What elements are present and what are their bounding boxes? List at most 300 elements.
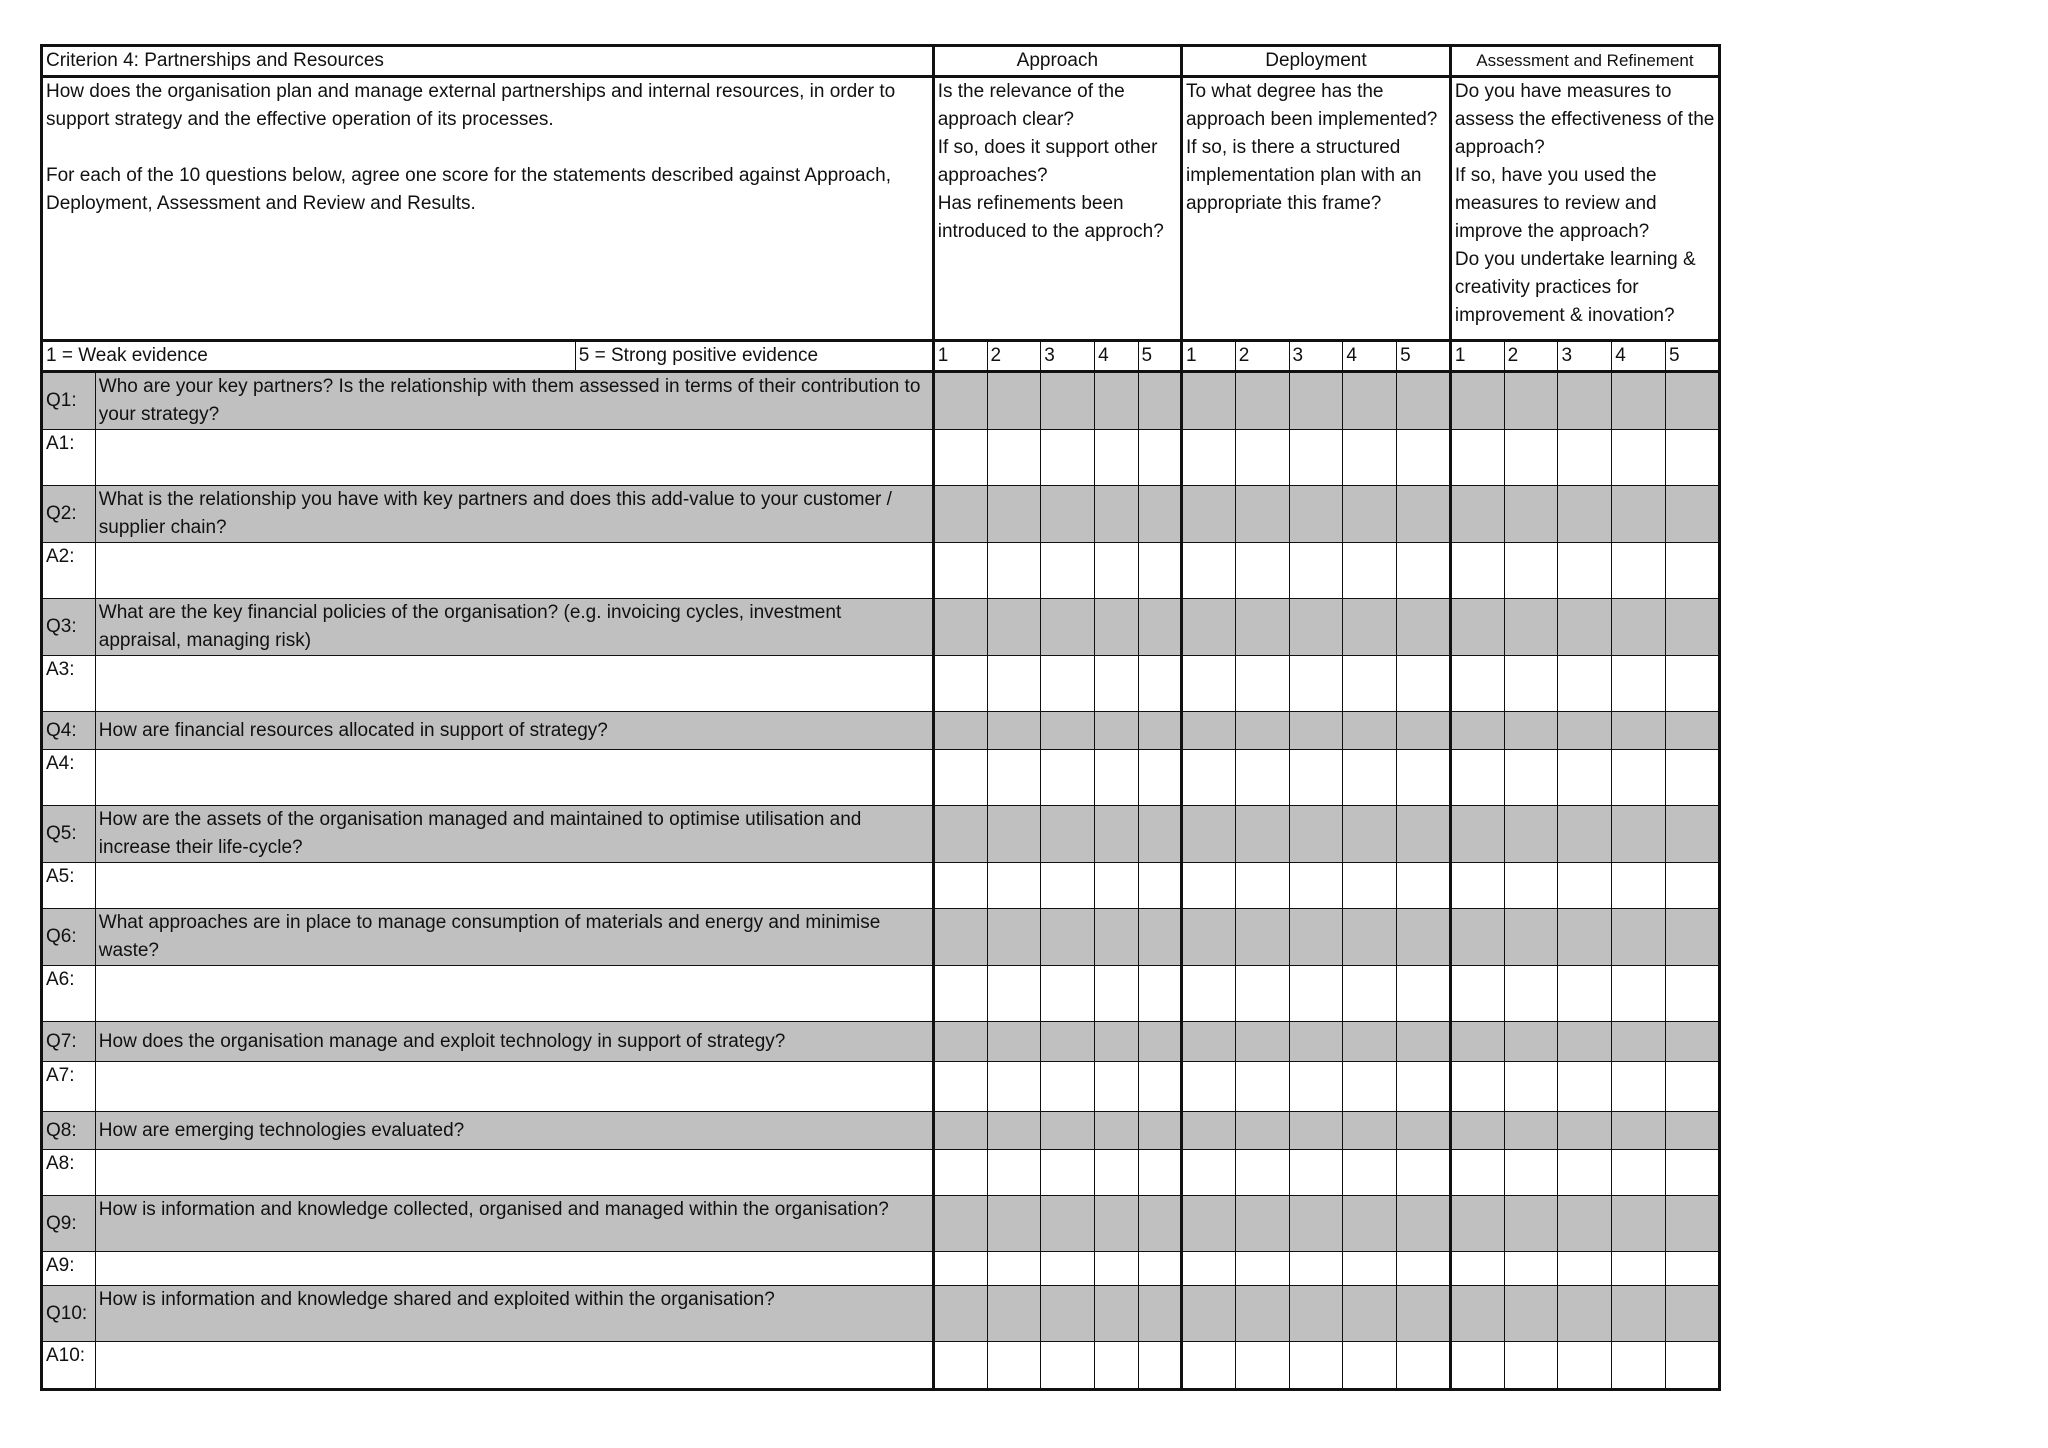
q3-assessment-score-5[interactable]: [1666, 599, 1720, 656]
a7-approach-score-3[interactable]: [1041, 1062, 1095, 1112]
answer-field[interactable]: [95, 1342, 933, 1390]
a2-approach-score-2[interactable]: [987, 543, 1041, 599]
q1-deployment-score-5[interactable]: [1397, 372, 1451, 430]
q8-assessment-score-5[interactable]: [1666, 1112, 1720, 1150]
a1-approach-score-2[interactable]: [987, 430, 1041, 486]
q10-deployment-score-2[interactable]: [1235, 1286, 1289, 1342]
q2-approach-score-1[interactable]: [933, 486, 987, 543]
q6-deployment-score-2[interactable]: [1235, 909, 1289, 966]
a7-assessment-score-2[interactable]: [1504, 1062, 1558, 1112]
a7-assessment-score-5[interactable]: [1666, 1062, 1720, 1112]
q8-approach-score-3[interactable]: [1041, 1112, 1095, 1150]
a1-approach-score-4[interactable]: [1095, 430, 1138, 486]
q5-approach-score-1[interactable]: [933, 806, 987, 863]
q2-deployment-score-2[interactable]: [1235, 486, 1289, 543]
q9-assessment-score-5[interactable]: [1666, 1196, 1720, 1252]
q10-deployment-score-3[interactable]: [1289, 1286, 1343, 1342]
a9-assessment-score-2[interactable]: [1504, 1252, 1558, 1286]
a10-approach-score-4[interactable]: [1095, 1342, 1138, 1390]
a3-approach-score-2[interactable]: [987, 656, 1041, 712]
a2-assessment-score-4[interactable]: [1612, 543, 1666, 599]
a8-deployment-score-5[interactable]: [1397, 1150, 1451, 1196]
q1-approach-score-4[interactable]: [1095, 372, 1138, 430]
q7-approach-score-2[interactable]: [987, 1022, 1041, 1062]
q4-approach-score-3[interactable]: [1041, 712, 1095, 750]
a10-assessment-score-5[interactable]: [1666, 1342, 1720, 1390]
a6-deployment-score-4[interactable]: [1343, 966, 1397, 1022]
a5-approach-score-3[interactable]: [1041, 863, 1095, 909]
q10-approach-score-2[interactable]: [987, 1286, 1041, 1342]
q9-deployment-score-2[interactable]: [1235, 1196, 1289, 1252]
q7-assessment-score-3[interactable]: [1558, 1022, 1612, 1062]
a5-deployment-score-5[interactable]: [1397, 863, 1451, 909]
a7-deployment-score-4[interactable]: [1343, 1062, 1397, 1112]
q2-assessment-score-2[interactable]: [1504, 486, 1558, 543]
a1-assessment-score-5[interactable]: [1666, 430, 1720, 486]
a8-approach-score-4[interactable]: [1095, 1150, 1138, 1196]
q7-deployment-score-1[interactable]: [1181, 1022, 1235, 1062]
a6-deployment-score-5[interactable]: [1397, 966, 1451, 1022]
a6-approach-score-1[interactable]: [933, 966, 987, 1022]
a7-assessment-score-3[interactable]: [1558, 1062, 1612, 1112]
a6-deployment-score-1[interactable]: [1181, 966, 1235, 1022]
a10-approach-score-3[interactable]: [1041, 1342, 1095, 1390]
q8-approach-score-4[interactable]: [1095, 1112, 1138, 1150]
q6-approach-score-2[interactable]: [987, 909, 1041, 966]
a3-assessment-score-4[interactable]: [1612, 656, 1666, 712]
q1-deployment-score-4[interactable]: [1343, 372, 1397, 430]
q10-approach-score-5[interactable]: [1138, 1286, 1181, 1342]
q5-deployment-score-1[interactable]: [1181, 806, 1235, 863]
a10-approach-score-5[interactable]: [1138, 1342, 1181, 1390]
q1-deployment-score-1[interactable]: [1181, 372, 1235, 430]
q7-deployment-score-5[interactable]: [1397, 1022, 1451, 1062]
q3-assessment-score-4[interactable]: [1612, 599, 1666, 656]
q1-approach-score-5[interactable]: [1138, 372, 1181, 430]
a5-assessment-score-5[interactable]: [1666, 863, 1720, 909]
q10-deployment-score-4[interactable]: [1343, 1286, 1397, 1342]
q7-assessment-score-4[interactable]: [1612, 1022, 1666, 1062]
q8-deployment-score-5[interactable]: [1397, 1112, 1451, 1150]
a1-approach-score-1[interactable]: [933, 430, 987, 486]
q9-approach-score-3[interactable]: [1041, 1196, 1095, 1252]
a10-assessment-score-2[interactable]: [1504, 1342, 1558, 1390]
a10-deployment-score-2[interactable]: [1235, 1342, 1289, 1390]
q10-assessment-score-5[interactable]: [1666, 1286, 1720, 1342]
q10-approach-score-1[interactable]: [933, 1286, 987, 1342]
q2-approach-score-5[interactable]: [1138, 486, 1181, 543]
a1-assessment-score-4[interactable]: [1612, 430, 1666, 486]
q4-assessment-score-1[interactable]: [1450, 712, 1504, 750]
q1-approach-score-2[interactable]: [987, 372, 1041, 430]
a9-approach-score-5[interactable]: [1138, 1252, 1181, 1286]
q8-deployment-score-4[interactable]: [1343, 1112, 1397, 1150]
answer-field[interactable]: [95, 1150, 933, 1196]
q1-assessment-score-2[interactable]: [1504, 372, 1558, 430]
q10-approach-score-3[interactable]: [1041, 1286, 1095, 1342]
a9-approach-score-2[interactable]: [987, 1252, 1041, 1286]
q2-approach-score-2[interactable]: [987, 486, 1041, 543]
a10-deployment-score-4[interactable]: [1343, 1342, 1397, 1390]
q7-assessment-score-1[interactable]: [1450, 1022, 1504, 1062]
a2-deployment-score-2[interactable]: [1235, 543, 1289, 599]
q2-assessment-score-1[interactable]: [1450, 486, 1504, 543]
q2-deployment-score-5[interactable]: [1397, 486, 1451, 543]
a8-assessment-score-5[interactable]: [1666, 1150, 1720, 1196]
q6-approach-score-5[interactable]: [1138, 909, 1181, 966]
a1-approach-score-5[interactable]: [1138, 430, 1181, 486]
a6-assessment-score-4[interactable]: [1612, 966, 1666, 1022]
a1-deployment-score-4[interactable]: [1343, 430, 1397, 486]
a8-deployment-score-2[interactable]: [1235, 1150, 1289, 1196]
a3-assessment-score-5[interactable]: [1666, 656, 1720, 712]
q1-approach-score-3[interactable]: [1041, 372, 1095, 430]
a5-assessment-score-3[interactable]: [1558, 863, 1612, 909]
q4-deployment-score-5[interactable]: [1397, 712, 1451, 750]
q3-assessment-score-3[interactable]: [1558, 599, 1612, 656]
q8-assessment-score-4[interactable]: [1612, 1112, 1666, 1150]
q10-deployment-score-5[interactable]: [1397, 1286, 1451, 1342]
q3-deployment-score-5[interactable]: [1397, 599, 1451, 656]
a4-assessment-score-1[interactable]: [1450, 750, 1504, 806]
a5-assessment-score-2[interactable]: [1504, 863, 1558, 909]
q4-assessment-score-3[interactable]: [1558, 712, 1612, 750]
a2-deployment-score-4[interactable]: [1343, 543, 1397, 599]
q8-assessment-score-2[interactable]: [1504, 1112, 1558, 1150]
a4-assessment-score-5[interactable]: [1666, 750, 1720, 806]
a2-deployment-score-1[interactable]: [1181, 543, 1235, 599]
a5-approach-score-1[interactable]: [933, 863, 987, 909]
q5-assessment-score-5[interactable]: [1666, 806, 1720, 863]
a9-assessment-score-4[interactable]: [1612, 1252, 1666, 1286]
q5-approach-score-4[interactable]: [1095, 806, 1138, 863]
q6-deployment-score-3[interactable]: [1289, 909, 1343, 966]
a9-deployment-score-2[interactable]: [1235, 1252, 1289, 1286]
q4-deployment-score-1[interactable]: [1181, 712, 1235, 750]
q6-assessment-score-5[interactable]: [1666, 909, 1720, 966]
answer-field[interactable]: [95, 966, 933, 1022]
a5-deployment-score-2[interactable]: [1235, 863, 1289, 909]
q5-approach-score-5[interactable]: [1138, 806, 1181, 863]
q4-deployment-score-4[interactable]: [1343, 712, 1397, 750]
q4-approach-score-4[interactable]: [1095, 712, 1138, 750]
q7-approach-score-3[interactable]: [1041, 1022, 1095, 1062]
q6-approach-score-3[interactable]: [1041, 909, 1095, 966]
a7-approach-score-2[interactable]: [987, 1062, 1041, 1112]
q10-assessment-score-3[interactable]: [1558, 1286, 1612, 1342]
q6-deployment-score-1[interactable]: [1181, 909, 1235, 966]
a10-approach-score-2[interactable]: [987, 1342, 1041, 1390]
q8-deployment-score-1[interactable]: [1181, 1112, 1235, 1150]
a1-deployment-score-5[interactable]: [1397, 430, 1451, 486]
a1-deployment-score-1[interactable]: [1181, 430, 1235, 486]
a7-approach-score-5[interactable]: [1138, 1062, 1181, 1112]
answer-field[interactable]: [95, 1062, 933, 1112]
q7-approach-score-4[interactable]: [1095, 1022, 1138, 1062]
a5-approach-score-2[interactable]: [987, 863, 1041, 909]
a6-deployment-score-3[interactable]: [1289, 966, 1343, 1022]
a5-assessment-score-4[interactable]: [1612, 863, 1666, 909]
q1-approach-score-1[interactable]: [933, 372, 987, 430]
q5-assessment-score-2[interactable]: [1504, 806, 1558, 863]
a8-deployment-score-4[interactable]: [1343, 1150, 1397, 1196]
a4-assessment-score-2[interactable]: [1504, 750, 1558, 806]
a7-deployment-score-2[interactable]: [1235, 1062, 1289, 1112]
q9-assessment-score-4[interactable]: [1612, 1196, 1666, 1252]
a6-assessment-score-1[interactable]: [1450, 966, 1504, 1022]
q6-assessment-score-2[interactable]: [1504, 909, 1558, 966]
q4-approach-score-2[interactable]: [987, 712, 1041, 750]
q9-deployment-score-4[interactable]: [1343, 1196, 1397, 1252]
q1-assessment-score-1[interactable]: [1450, 372, 1504, 430]
a6-approach-score-3[interactable]: [1041, 966, 1095, 1022]
q1-assessment-score-4[interactable]: [1612, 372, 1666, 430]
q7-assessment-score-5[interactable]: [1666, 1022, 1720, 1062]
answer-field[interactable]: [95, 750, 933, 806]
answer-field[interactable]: [95, 543, 933, 599]
a6-approach-score-2[interactable]: [987, 966, 1041, 1022]
a9-deployment-score-4[interactable]: [1343, 1252, 1397, 1286]
q3-deployment-score-2[interactable]: [1235, 599, 1289, 656]
q3-assessment-score-2[interactable]: [1504, 599, 1558, 656]
q7-deployment-score-4[interactable]: [1343, 1022, 1397, 1062]
q6-assessment-score-4[interactable]: [1612, 909, 1666, 966]
a6-assessment-score-2[interactable]: [1504, 966, 1558, 1022]
a2-approach-score-3[interactable]: [1041, 543, 1095, 599]
a2-approach-score-4[interactable]: [1095, 543, 1138, 599]
q4-approach-score-1[interactable]: [933, 712, 987, 750]
q5-deployment-score-4[interactable]: [1343, 806, 1397, 863]
a3-approach-score-3[interactable]: [1041, 656, 1095, 712]
a6-deployment-score-2[interactable]: [1235, 966, 1289, 1022]
a7-assessment-score-4[interactable]: [1612, 1062, 1666, 1112]
q6-assessment-score-3[interactable]: [1558, 909, 1612, 966]
a5-approach-score-4[interactable]: [1095, 863, 1138, 909]
q1-assessment-score-5[interactable]: [1666, 372, 1720, 430]
q5-approach-score-3[interactable]: [1041, 806, 1095, 863]
a9-deployment-score-3[interactable]: [1289, 1252, 1343, 1286]
a4-deployment-score-4[interactable]: [1343, 750, 1397, 806]
answer-field[interactable]: [95, 1252, 933, 1286]
q8-deployment-score-2[interactable]: [1235, 1112, 1289, 1150]
a3-assessment-score-3[interactable]: [1558, 656, 1612, 712]
a4-assessment-score-4[interactable]: [1612, 750, 1666, 806]
q8-assessment-score-3[interactable]: [1558, 1112, 1612, 1150]
q10-assessment-score-1[interactable]: [1450, 1286, 1504, 1342]
a4-deployment-score-5[interactable]: [1397, 750, 1451, 806]
q5-deployment-score-3[interactable]: [1289, 806, 1343, 863]
a8-approach-score-1[interactable]: [933, 1150, 987, 1196]
q3-deployment-score-1[interactable]: [1181, 599, 1235, 656]
a7-assessment-score-1[interactable]: [1450, 1062, 1504, 1112]
q1-assessment-score-3[interactable]: [1558, 372, 1612, 430]
q8-approach-score-2[interactable]: [987, 1112, 1041, 1150]
answer-field[interactable]: [95, 863, 933, 909]
a8-approach-score-2[interactable]: [987, 1150, 1041, 1196]
q9-deployment-score-1[interactable]: [1181, 1196, 1235, 1252]
a6-approach-score-4[interactable]: [1095, 966, 1138, 1022]
a7-deployment-score-1[interactable]: [1181, 1062, 1235, 1112]
a4-approach-score-2[interactable]: [987, 750, 1041, 806]
q2-deployment-score-4[interactable]: [1343, 486, 1397, 543]
a10-deployment-score-5[interactable]: [1397, 1342, 1451, 1390]
a4-assessment-score-3[interactable]: [1558, 750, 1612, 806]
a3-deployment-score-2[interactable]: [1235, 656, 1289, 712]
q2-assessment-score-4[interactable]: [1612, 486, 1666, 543]
q3-approach-score-4[interactable]: [1095, 599, 1138, 656]
q6-assessment-score-1[interactable]: [1450, 909, 1504, 966]
a1-assessment-score-2[interactable]: [1504, 430, 1558, 486]
q3-approach-score-2[interactable]: [987, 599, 1041, 656]
a7-approach-score-4[interactable]: [1095, 1062, 1138, 1112]
a6-assessment-score-5[interactable]: [1666, 966, 1720, 1022]
q3-assessment-score-1[interactable]: [1450, 599, 1504, 656]
q4-assessment-score-2[interactable]: [1504, 712, 1558, 750]
a3-approach-score-4[interactable]: [1095, 656, 1138, 712]
q7-approach-score-1[interactable]: [933, 1022, 987, 1062]
a5-deployment-score-1[interactable]: [1181, 863, 1235, 909]
q10-assessment-score-4[interactable]: [1612, 1286, 1666, 1342]
q9-approach-score-4[interactable]: [1095, 1196, 1138, 1252]
q8-approach-score-5[interactable]: [1138, 1112, 1181, 1150]
a3-deployment-score-4[interactable]: [1343, 656, 1397, 712]
q2-deployment-score-1[interactable]: [1181, 486, 1235, 543]
q2-assessment-score-5[interactable]: [1666, 486, 1720, 543]
q3-approach-score-3[interactable]: [1041, 599, 1095, 656]
q4-assessment-score-4[interactable]: [1612, 712, 1666, 750]
a9-approach-score-1[interactable]: [933, 1252, 987, 1286]
q2-approach-score-3[interactable]: [1041, 486, 1095, 543]
a9-approach-score-3[interactable]: [1041, 1252, 1095, 1286]
a3-approach-score-1[interactable]: [933, 656, 987, 712]
a10-deployment-score-3[interactable]: [1289, 1342, 1343, 1390]
a1-deployment-score-3[interactable]: [1289, 430, 1343, 486]
a1-approach-score-3[interactable]: [1041, 430, 1095, 486]
a10-approach-score-1[interactable]: [933, 1342, 987, 1390]
q2-deployment-score-3[interactable]: [1289, 486, 1343, 543]
q9-approach-score-1[interactable]: [933, 1196, 987, 1252]
a9-assessment-score-1[interactable]: [1450, 1252, 1504, 1286]
a8-deployment-score-1[interactable]: [1181, 1150, 1235, 1196]
a2-assessment-score-3[interactable]: [1558, 543, 1612, 599]
q3-deployment-score-4[interactable]: [1343, 599, 1397, 656]
a8-deployment-score-3[interactable]: [1289, 1150, 1343, 1196]
a1-deployment-score-2[interactable]: [1235, 430, 1289, 486]
q4-deployment-score-2[interactable]: [1235, 712, 1289, 750]
q9-deployment-score-3[interactable]: [1289, 1196, 1343, 1252]
answer-field[interactable]: [95, 656, 933, 712]
answer-field[interactable]: [95, 430, 933, 486]
q7-deployment-score-3[interactable]: [1289, 1022, 1343, 1062]
a7-approach-score-1[interactable]: [933, 1062, 987, 1112]
a3-deployment-score-1[interactable]: [1181, 656, 1235, 712]
q5-assessment-score-1[interactable]: [1450, 806, 1504, 863]
a7-deployment-score-5[interactable]: [1397, 1062, 1451, 1112]
a10-assessment-score-3[interactable]: [1558, 1342, 1612, 1390]
q7-assessment-score-2[interactable]: [1504, 1022, 1558, 1062]
q7-approach-score-5[interactable]: [1138, 1022, 1181, 1062]
a4-deployment-score-1[interactable]: [1181, 750, 1235, 806]
q9-approach-score-5[interactable]: [1138, 1196, 1181, 1252]
q9-assessment-score-3[interactable]: [1558, 1196, 1612, 1252]
a5-deployment-score-4[interactable]: [1343, 863, 1397, 909]
a9-assessment-score-5[interactable]: [1666, 1252, 1720, 1286]
a1-assessment-score-1[interactable]: [1450, 430, 1504, 486]
a8-assessment-score-3[interactable]: [1558, 1150, 1612, 1196]
q8-deployment-score-3[interactable]: [1289, 1112, 1343, 1150]
a3-deployment-score-5[interactable]: [1397, 656, 1451, 712]
a8-assessment-score-4[interactable]: [1612, 1150, 1666, 1196]
q4-assessment-score-5[interactable]: [1666, 712, 1720, 750]
q1-deployment-score-2[interactable]: [1235, 372, 1289, 430]
a10-assessment-score-1[interactable]: [1450, 1342, 1504, 1390]
q6-deployment-score-4[interactable]: [1343, 909, 1397, 966]
a8-assessment-score-2[interactable]: [1504, 1150, 1558, 1196]
a10-assessment-score-4[interactable]: [1612, 1342, 1666, 1390]
q9-approach-score-2[interactable]: [987, 1196, 1041, 1252]
a3-assessment-score-2[interactable]: [1504, 656, 1558, 712]
a4-deployment-score-2[interactable]: [1235, 750, 1289, 806]
a9-approach-score-4[interactable]: [1095, 1252, 1138, 1286]
q6-deployment-score-5[interactable]: [1397, 909, 1451, 966]
a4-approach-score-3[interactable]: [1041, 750, 1095, 806]
q5-assessment-score-4[interactable]: [1612, 806, 1666, 863]
a2-approach-score-1[interactable]: [933, 543, 987, 599]
a6-assessment-score-3[interactable]: [1558, 966, 1612, 1022]
q10-approach-score-4[interactable]: [1095, 1286, 1138, 1342]
a3-deployment-score-3[interactable]: [1289, 656, 1343, 712]
a2-deployment-score-5[interactable]: [1397, 543, 1451, 599]
q4-approach-score-5[interactable]: [1138, 712, 1181, 750]
q3-approach-score-1[interactable]: [933, 599, 987, 656]
q5-assessment-score-3[interactable]: [1558, 806, 1612, 863]
a5-approach-score-5[interactable]: [1138, 863, 1181, 909]
a4-approach-score-1[interactable]: [933, 750, 987, 806]
a3-assessment-score-1[interactable]: [1450, 656, 1504, 712]
q3-approach-score-5[interactable]: [1138, 599, 1181, 656]
q8-approach-score-1[interactable]: [933, 1112, 987, 1150]
q6-approach-score-1[interactable]: [933, 909, 987, 966]
q9-deployment-score-5[interactable]: [1397, 1196, 1451, 1252]
q7-deployment-score-2[interactable]: [1235, 1022, 1289, 1062]
q2-approach-score-4[interactable]: [1095, 486, 1138, 543]
q10-assessment-score-2[interactable]: [1504, 1286, 1558, 1342]
a8-assessment-score-1[interactable]: [1450, 1150, 1504, 1196]
a4-deployment-score-3[interactable]: [1289, 750, 1343, 806]
a5-assessment-score-1[interactable]: [1450, 863, 1504, 909]
q5-approach-score-2[interactable]: [987, 806, 1041, 863]
a9-assessment-score-3[interactable]: [1558, 1252, 1612, 1286]
q5-deployment-score-2[interactable]: [1235, 806, 1289, 863]
q8-assessment-score-1[interactable]: [1450, 1112, 1504, 1150]
q4-deployment-score-3[interactable]: [1289, 712, 1343, 750]
a2-assessment-score-1[interactable]: [1450, 543, 1504, 599]
a8-approach-score-3[interactable]: [1041, 1150, 1095, 1196]
q3-deployment-score-3[interactable]: [1289, 599, 1343, 656]
a2-deployment-score-3[interactable]: [1289, 543, 1343, 599]
a7-deployment-score-3[interactable]: [1289, 1062, 1343, 1112]
q2-assessment-score-3[interactable]: [1558, 486, 1612, 543]
a2-approach-score-5[interactable]: [1138, 543, 1181, 599]
a5-deployment-score-3[interactable]: [1289, 863, 1343, 909]
q9-assessment-score-1[interactable]: [1450, 1196, 1504, 1252]
a4-approach-score-4[interactable]: [1095, 750, 1138, 806]
a8-approach-score-5[interactable]: [1138, 1150, 1181, 1196]
q10-deployment-score-1[interactable]: [1181, 1286, 1235, 1342]
q9-assessment-score-2[interactable]: [1504, 1196, 1558, 1252]
a6-approach-score-5[interactable]: [1138, 966, 1181, 1022]
a9-deployment-score-5[interactable]: [1397, 1252, 1451, 1286]
